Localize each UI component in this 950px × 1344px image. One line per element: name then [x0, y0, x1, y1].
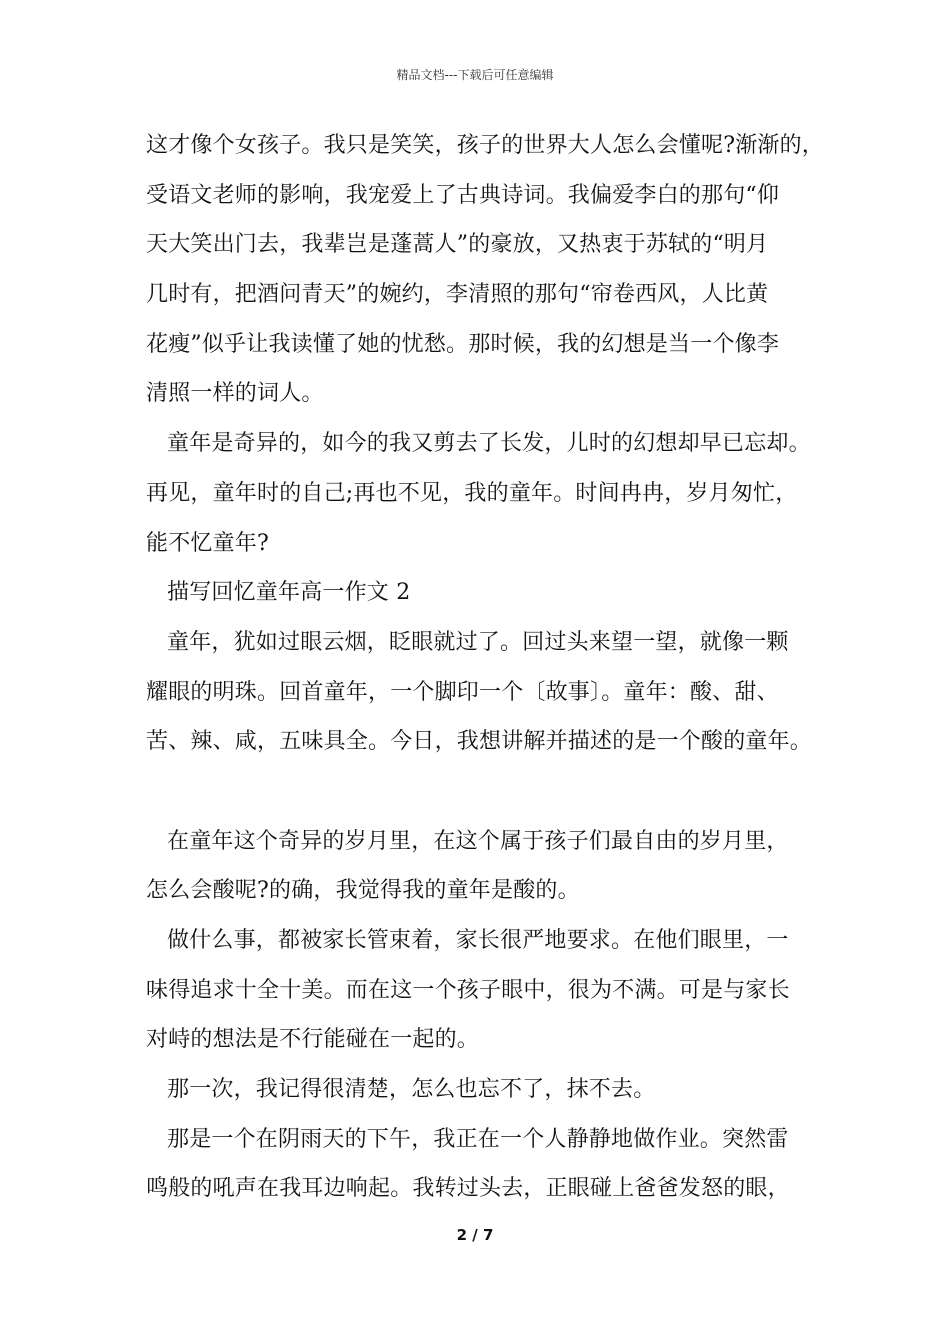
text-line: 几时有，把酒问青天”的婉约，李清照的那句“帘卷西风，人比黄 [146, 282, 769, 308]
text-line: 天大笑出门去，我辈岂是蓬蒿人”的豪放，又热衷于苏轼的“明月 [146, 232, 769, 258]
text-line: 受语文老师的影响，我宠爱上了古典诗词。我偏爱李白的那句“仰 [146, 182, 780, 208]
paragraph-start-line: 在童年这个奇异的岁月里，在这个属于孩子们最自由的岁月里， [167, 828, 789, 854]
text-line: 味得追求十全十美。而在这一个孩子眼中，很为不满。可是与家长 [146, 977, 790, 1003]
text-line: 能不忆童年? [146, 530, 269, 556]
text-line: 再见，童年时的自己;再也不见，我的童年。时间冉冉，岁月匆忙， [146, 480, 798, 506]
paragraph-start-line: 那是一个在阴雨天的下午，我正在一个人静静地做作业。突然雷 [167, 1126, 789, 1152]
text-line: 耀眼的明珠。回首童年，一个脚印一个〔故事〕。童年：酸、甜、 [146, 679, 779, 705]
page-header: 精品文档---下载后可任意编辑 [396, 68, 554, 82]
section-heading: 描写回忆童年高一作文 2 [167, 580, 411, 606]
page-number: 2 / 7 [456, 1226, 494, 1244]
text-line: 对峙的想法是不行能碰在一起的。 [146, 1027, 480, 1053]
blank-line [146, 774, 826, 824]
text-line: 清照一样的词人。 [146, 381, 324, 407]
paragraph-start-line: 童年，犹如过眼云烟，眨眼就过了。回过头来望一望，就像一颗 [167, 629, 789, 655]
paragraph-start-line: 那一次，我记得很清楚，怎么也忘不了，抹不去。 [167, 1077, 656, 1103]
text-line: 这才像个女孩子。我只是笑笑，孩子的世界大人怎么会懂呢?渐渐的， [146, 133, 824, 158]
text-line: 苦、辣、咸，五味具全。今日，我想讲解并描述的是一个酸的童年。 [146, 729, 813, 755]
text-line: 花瘦”似乎让我读懂了她的忧愁。那时候，我的幻想是当一个像李 [146, 331, 780, 357]
paragraph-start-line: 做什么事，都被家长管束着，家长很严地要求。在他们眼里，一 [167, 928, 789, 953]
document-body [146, 128, 826, 1221]
paragraph-start-line: 童年是奇异的，如今的我又剪去了长发，儿时的幻想却早已忘却。 [167, 431, 811, 457]
text-line: 怎么会酸呢?的确，我觉得我的童年是酸的。 [146, 878, 580, 904]
text-line: 鸣般的吼声在我耳边响起。我转过头去，正眼碰上爸爸发怒的眼， [146, 1176, 790, 1202]
